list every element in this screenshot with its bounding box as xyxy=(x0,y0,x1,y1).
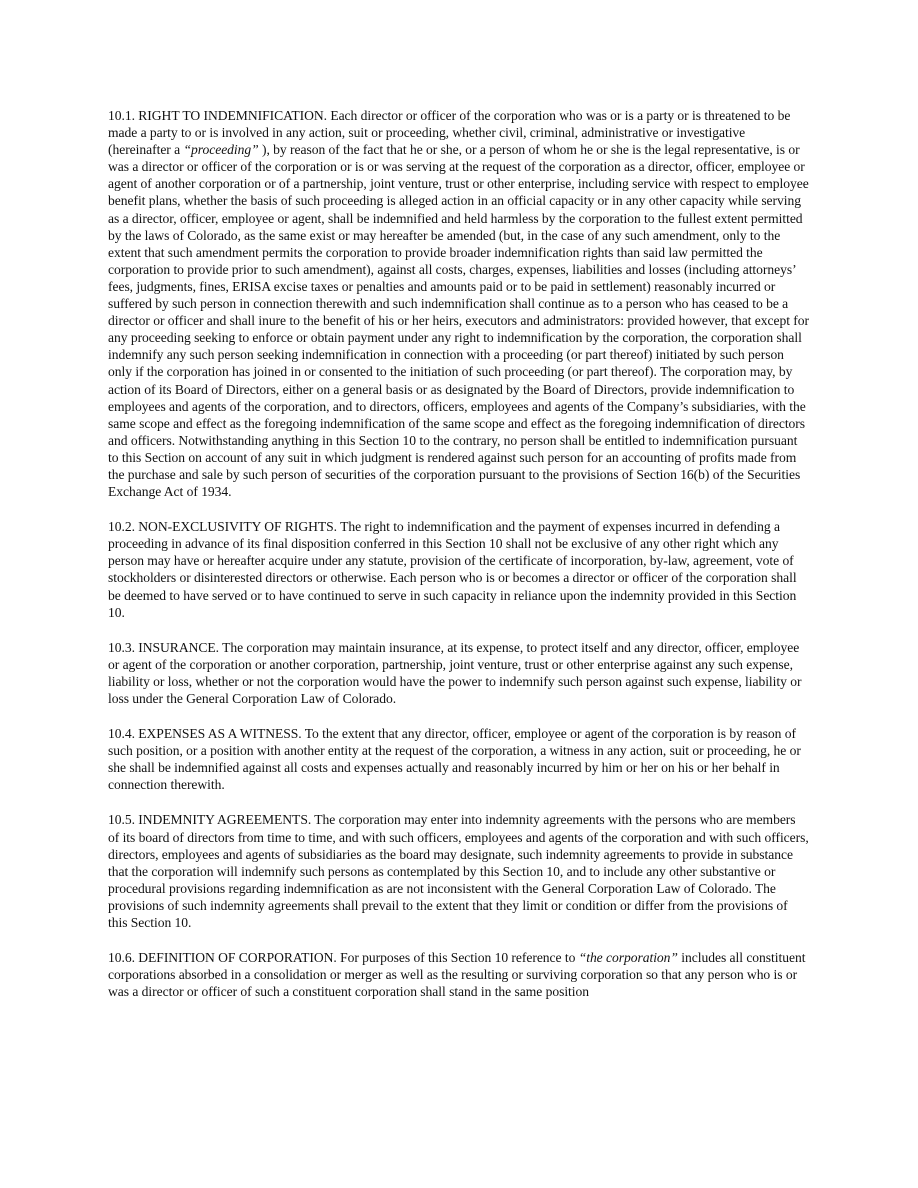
section-text: 10.1. RIGHT TO INDEMNIFICATION. Each director or officer of the corporation who was or is a party or is threatened to be made a party to or is involved in any action, suit or proceeding, whether civil, criminal, administrative or investigative (hereinafter a xyxy=(108,108,791,158)
section-text: 10.5. INDEMNITY AGREEMENTS. The corporation may enter into indemnity agreements with the persons who are members of its board of directors from time to time, and with such officers, employees and agents of the corporation and with such officers, directors, employees and agents of subsidiaries as the board may designate, such indemnity agreements to provide in substance that the corporation will indemnify such persons as contemplated by this Section 10, and to include any other substantive or procedural provisions regarding indemnification as are not inconsistent with the General Corporation Law of Colorado. The provisions of such indemnity agreements shall prevail to the extent that they limit or condition or differ from the provisions of this Section 10. xyxy=(108,812,809,931)
section-10-6 xyxy=(108,949,810,1000)
section-10-1 xyxy=(108,107,810,500)
section-10-2 xyxy=(108,518,810,621)
section-text: ), by reason of the fact that he or she, or a person of whom he or she is the legal representative, is or was a director or officer of the corporation or is or was serving at the request of the corporation as a director, officer, employee or agent of another corporation or of a partnership, joint venture, trust or other enterprise, including service with respect to employee benefit plans, whether the basis of such proceeding is alleged action in an official capacity or in any other capacity while serving as a director, officer, employee or agent, shall be indemnified and held harmless by the corporation to the fullest extent permitted by the laws of Colorado, as the same exist or may hereafter be amended (but, in the case of any such amendment, only to the extent that such amendment permits the corporation to provide broader indemnification rights than said law permitted the corporation to provide prior to such amendment), against all costs, charges, expenses, liabilities and losses (including attorneys’ fees, judgments, fines, ERISA excise taxes or penalties and amounts paid or to be paid in settlement) reasonably incurred or suffered by such person in connection therewith and such indemnification shall continue as to a person who has ceased to be a director or officer and shall inure to the benefit of his or her heirs, executors and administrators: provided however, that except for any proceeding seeking to enforce or obtain payment under any right to indemnification by the corporation, the corporation shall indemnify any such person seeking indemnification in connection with a proceeding (or part thereof) initiated by such person only if the corporation has joined in or consented to the initiation of such proceeding (or part thereof). The corporation may, by action of its Board of Directors, either on a general basis or as designated by the Board of Directors, provide indemnification to employees and agents of the corporation, and to directors, officers, employees and agents of the Company’s subsidiaries, with the same scope and effect as the foregoing indemnification of the same scope and effect as the foregoing indemnification of directors and officers. Notwithstanding anything in this Section 10 to the contrary, no person shall be entitled to indemnification pursuant to this Section on account of any suit in which judgment is rendered against such person for an accounting of profits made from the purchase and sale by such person of securities of the corporation pursuant to the provisions of Section 16(b) of the Securities Exchange Act of 1934. xyxy=(108,142,809,500)
section-text: 10.3. INSURANCE. The corporation may maintain insurance, at its expense, to protect itself and any director, officer, employee or agent of the corporation or another corporation, partnership, joint venture, trust or other enterprise against any such expense, liability or loss, whether or not the corporation would have the power to indemnify such person against such expense, liability or loss under the General Corporation Law of Colorado. xyxy=(108,639,802,706)
document-page xyxy=(108,107,810,1000)
section-10-4 xyxy=(108,725,810,793)
section-10-3 xyxy=(108,639,810,707)
defined-term-proceeding: “proceeding” xyxy=(183,142,259,158)
section-text: 10.6. DEFINITION OF CORPORATION. For purposes of this Section 10 reference to xyxy=(108,950,579,966)
section-text: 10.2. NON-EXCLUSIVITY OF RIGHTS. The right to indemnification and the payment of expenses incurred in defending a proceeding in advance of its final disposition conferred in this Section 10 shall not be exclusive of any other right which any person may have or hereafter acquire under any statute, provision of the certificate of incorporation, by-law, agreement, vote of stockholders or disinterested directors or otherwise. Each person who is or becomes a director or officer of the corporation shall be deemed to have served or to have continued to serve in such capacity in reliance upon the indemnity provided in this Section 10. xyxy=(108,519,797,620)
section-text: includes all constituent corporations absorbed in a consolidation or merger as well as the resulting or surviving corporation so that any person who is or was a director or officer of such a constituent corporation shall stand in the same position xyxy=(108,950,806,1000)
section-text: 10.4. EXPENSES AS A WITNESS. To the extent that any director, officer, employee or agent of the corporation is by reason of such position, or a position with another entity at the request of the corporation, a witness in any action, suit or proceeding, he or she shall be indemnified against all costs and expenses actually and reasonably incurred by him or her on his or her behalf in connection therewith. xyxy=(108,726,801,793)
defined-term-the-corporation: “the corporation” xyxy=(578,950,678,966)
section-10-5 xyxy=(108,811,810,931)
